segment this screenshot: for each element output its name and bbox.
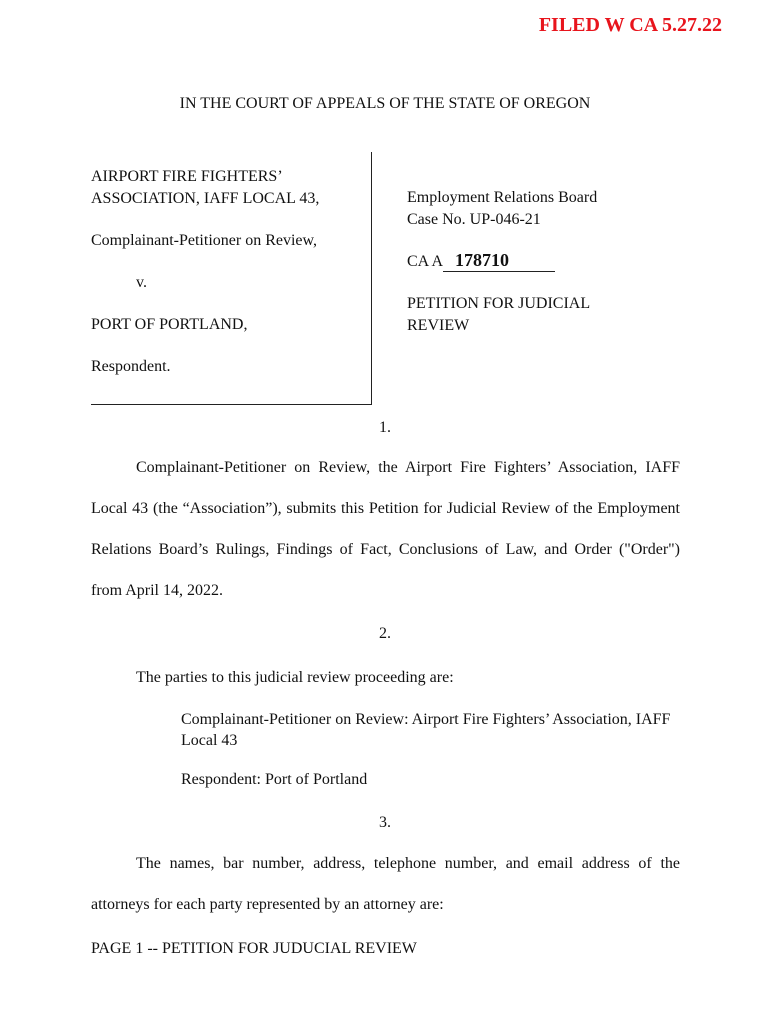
petitioner-role: Complainant-Petitioner on Review,: [91, 232, 318, 249]
ca-prefix: CA A: [407, 253, 444, 270]
document-type-line2: REVIEW: [407, 317, 470, 334]
caption-vertical-rule: [371, 152, 372, 405]
respondent-role: Respondent.: [91, 358, 171, 375]
petitioner-name-line1: AIRPORT FIRE FIGHTERS’: [91, 168, 283, 185]
section-1-text: Complainant-Petitioner on Review, the Airport Fire Fighters’ Association, IAFF Local 43 (the “Association”), submits this Petition for Judicial Review of the Employment Relations Board’s Rulings, Findings of Fact, Conclusions of Law, and Order ("Order") from April 14, 2022.: [91, 459, 680, 599]
ca-number-blank: [443, 251, 555, 272]
party-petitioner: Complainant-Petitioner on Review: Airport Fire Fighters’ Association, IAFF Local 43: [181, 711, 671, 749]
section-2-text: The parties to this judicial review proceeding are:: [136, 669, 454, 686]
filed-stamp: FILED W CA 5.27.22: [538, 14, 722, 36]
court-title: IN THE COURT OF APPEALS OF THE STATE OF OREGON: [179, 95, 591, 112]
section-3-text: The names, bar number, address, telephone number, and email address of the attorneys for each party represented by an attorney are:: [91, 855, 680, 913]
respondent-name: PORT OF PORTLAND,: [91, 316, 248, 333]
page-footer: PAGE 1 -- PETITION FOR JUDUCIAL REVIEW: [91, 940, 417, 957]
section-number-2: 2.: [379, 625, 391, 642]
section-number-1: 1.: [379, 419, 391, 436]
party-respondent: Respondent: Port of Portland: [181, 771, 368, 788]
section-number-3: 3.: [379, 814, 391, 831]
board-name: Employment Relations Board: [407, 189, 598, 206]
document-type-line1: PETITION FOR JUDICIAL: [407, 295, 591, 312]
caption-horizontal-rule: [91, 404, 372, 405]
versus: v.: [136, 274, 147, 291]
ca-number-line: [407, 251, 707, 273]
ca-number: 178710: [455, 250, 510, 270]
caption-case-info: [407, 187, 707, 337]
caption-parties: [91, 166, 371, 378]
petitioner-name-line2: ASSOCIATION, IAFF LOCAL 43,: [91, 190, 320, 207]
board-case-number: Case No. UP-046-21: [407, 211, 541, 228]
